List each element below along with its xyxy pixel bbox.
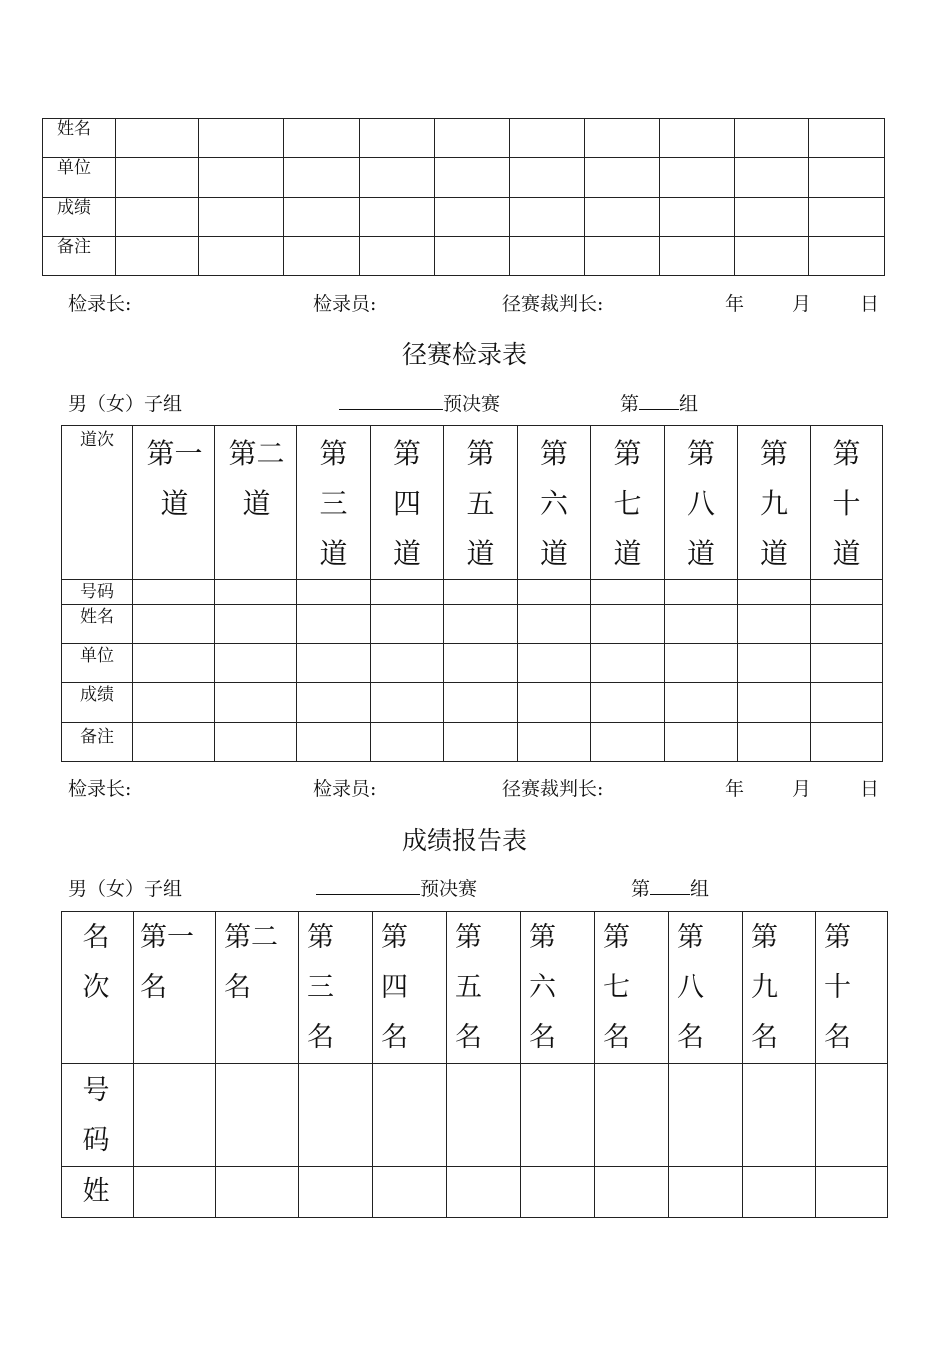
cell[interactable] xyxy=(735,158,809,198)
form1-table xyxy=(61,425,883,762)
cell[interactable] xyxy=(447,1167,521,1218)
lane-header: 第七道 xyxy=(591,426,665,580)
cell[interactable] xyxy=(591,580,665,605)
clerk-label: 检录员: xyxy=(313,293,377,315)
cell[interactable] xyxy=(284,198,360,237)
row-label-name: 姓名 xyxy=(43,119,116,158)
cell[interactable] xyxy=(811,580,883,605)
row-label-result: 成绩 xyxy=(43,198,116,237)
cell[interactable] xyxy=(134,1064,216,1167)
cell[interactable] xyxy=(297,580,371,605)
cell[interactable] xyxy=(665,723,738,762)
form1-group-no-field[interactable]: 第 组 xyxy=(620,393,699,415)
cell[interactable] xyxy=(809,237,885,276)
place-header: 第十名 xyxy=(816,912,888,1064)
place-header: 第一名 xyxy=(134,912,216,1064)
cell[interactable] xyxy=(216,1064,299,1167)
cell[interactable] xyxy=(669,1167,743,1218)
cell[interactable] xyxy=(360,237,435,276)
form1-title: 径赛检录表 xyxy=(402,340,528,369)
cell[interactable] xyxy=(743,1064,816,1167)
cell[interactable] xyxy=(435,237,510,276)
cell[interactable] xyxy=(510,119,585,158)
cell[interactable] xyxy=(518,605,591,644)
cell[interactable] xyxy=(116,198,199,237)
cell[interactable] xyxy=(215,723,297,762)
cell[interactable] xyxy=(811,683,883,723)
cell[interactable] xyxy=(591,605,665,644)
month-label: 月 xyxy=(792,778,812,800)
row-label-number: 号码 xyxy=(62,580,133,605)
cell[interactable] xyxy=(665,644,738,683)
cell[interactable] xyxy=(591,683,665,723)
cell[interactable] xyxy=(447,1064,521,1167)
cell[interactable] xyxy=(809,158,885,198)
cell[interactable] xyxy=(299,1167,373,1218)
cell[interactable] xyxy=(510,198,585,237)
cell[interactable] xyxy=(133,605,215,644)
cell[interactable] xyxy=(816,1167,888,1218)
row-label-number: 号码 xyxy=(62,1064,134,1167)
cell[interactable] xyxy=(371,683,444,723)
cell[interactable] xyxy=(297,644,371,683)
lane-header: 第五道 xyxy=(444,426,518,580)
cell[interactable] xyxy=(444,683,518,723)
cell[interactable] xyxy=(510,237,585,276)
cell[interactable] xyxy=(435,158,510,198)
cell[interactable] xyxy=(116,158,199,198)
cell[interactable] xyxy=(665,605,738,644)
cell[interactable] xyxy=(216,1167,299,1218)
cell[interactable] xyxy=(738,605,811,644)
row-label-unit: 单位 xyxy=(43,158,116,198)
cell[interactable] xyxy=(373,1064,447,1167)
form2-table xyxy=(61,911,888,1218)
cell[interactable] xyxy=(595,1064,669,1167)
cell[interactable] xyxy=(585,119,660,158)
lane-header: 第六道 xyxy=(518,426,591,580)
cell[interactable] xyxy=(660,119,735,158)
cell[interactable] xyxy=(215,683,297,723)
row-label-name: 姓名 xyxy=(62,605,133,644)
cell[interactable] xyxy=(199,119,284,158)
cell[interactable] xyxy=(811,605,883,644)
row-label-unit: 单位 xyxy=(62,644,133,683)
lane-header: 第一道 xyxy=(133,426,215,580)
clerk-label: 检录员: xyxy=(313,778,377,800)
form2-group-no-field[interactable]: 第 组 xyxy=(631,878,710,900)
cell[interactable] xyxy=(518,683,591,723)
day-label: 日 xyxy=(860,778,880,800)
form1-group: 男（女）子组 xyxy=(68,393,183,415)
cell[interactable] xyxy=(371,605,444,644)
cell[interactable] xyxy=(444,605,518,644)
cell[interactable] xyxy=(371,580,444,605)
cell[interactable] xyxy=(284,158,360,198)
cell[interactable] xyxy=(585,198,660,237)
row-label-result: 成绩 xyxy=(62,683,133,723)
cell[interactable] xyxy=(297,723,371,762)
lane-header: 第二道 xyxy=(215,426,297,580)
cell[interactable] xyxy=(591,723,665,762)
cell[interactable] xyxy=(134,1167,216,1218)
cell[interactable] xyxy=(284,237,360,276)
cell[interactable] xyxy=(665,580,738,605)
cell[interactable] xyxy=(816,1064,888,1167)
cell[interactable] xyxy=(735,119,809,158)
cell[interactable] xyxy=(284,119,360,158)
place-header: 第四名 xyxy=(373,912,447,1064)
cell[interactable] xyxy=(738,644,811,683)
cell[interactable] xyxy=(199,158,284,198)
form1-heat-field[interactable]: 预决赛 xyxy=(339,389,500,416)
cell[interactable] xyxy=(518,723,591,762)
cell[interactable] xyxy=(215,580,297,605)
row-label-remark: 备注 xyxy=(43,237,116,276)
cell[interactable] xyxy=(665,683,738,723)
lane-header: 第四道 xyxy=(371,426,444,580)
top-table xyxy=(42,118,885,276)
cell[interactable] xyxy=(809,119,885,158)
cell[interactable] xyxy=(735,198,809,237)
cell[interactable] xyxy=(297,683,371,723)
place-header: 第二名 xyxy=(216,912,299,1064)
cell[interactable] xyxy=(595,1167,669,1218)
place-header: 第九名 xyxy=(743,912,816,1064)
cell[interactable] xyxy=(360,119,435,158)
chief-label: 检录长: xyxy=(68,778,132,800)
cell[interactable] xyxy=(133,723,215,762)
year-label: 年 xyxy=(725,293,745,315)
cell[interactable] xyxy=(585,237,660,276)
chief-label: 检录长: xyxy=(68,293,132,315)
cell[interactable] xyxy=(660,237,735,276)
lane-header: 第十道 xyxy=(811,426,883,580)
form2-group: 男（女）子组 xyxy=(68,878,183,900)
cell[interactable] xyxy=(660,158,735,198)
row-label-name: 姓 xyxy=(62,1167,134,1218)
row-label-remark: 备注 xyxy=(62,723,133,762)
cell[interactable] xyxy=(669,1064,743,1167)
cell[interactable] xyxy=(738,723,811,762)
cell[interactable] xyxy=(444,580,518,605)
cell[interactable] xyxy=(738,580,811,605)
cell[interactable] xyxy=(521,1064,595,1167)
cell[interactable] xyxy=(371,644,444,683)
lane-header: 第三道 xyxy=(297,426,371,580)
cell[interactable] xyxy=(360,198,435,237)
referee-label: 径赛裁判长: xyxy=(502,778,604,800)
cell[interactable] xyxy=(743,1167,816,1218)
cell[interactable] xyxy=(435,119,510,158)
cell[interactable] xyxy=(297,605,371,644)
cell[interactable] xyxy=(521,1167,595,1218)
form2-corner: 名次 xyxy=(62,912,134,1064)
lane-header: 第八道 xyxy=(665,426,738,580)
cell[interactable] xyxy=(373,1167,447,1218)
cell[interactable] xyxy=(435,198,510,237)
cell[interactable] xyxy=(811,723,883,762)
form2-title: 成绩报告表 xyxy=(402,826,528,855)
form2-heat-field[interactable]: 预决赛 xyxy=(316,874,477,901)
place-header: 第五名 xyxy=(447,912,521,1064)
cell[interactable] xyxy=(735,237,809,276)
place-header: 第三名 xyxy=(299,912,373,1064)
cell[interactable] xyxy=(518,644,591,683)
cell[interactable] xyxy=(199,198,284,237)
cell[interactable] xyxy=(116,237,199,276)
cell[interactable] xyxy=(299,1064,373,1167)
referee-label: 径赛裁判长: xyxy=(502,293,604,315)
cell[interactable] xyxy=(133,644,215,683)
cell[interactable] xyxy=(811,644,883,683)
place-header: 第八名 xyxy=(669,912,743,1064)
cell[interactable] xyxy=(215,605,297,644)
cell[interactable] xyxy=(518,580,591,605)
month-label: 月 xyxy=(792,293,812,315)
day-label: 日 xyxy=(860,293,880,315)
place-header: 第七名 xyxy=(595,912,669,1064)
cell[interactable] xyxy=(591,644,665,683)
cell[interactable] xyxy=(199,237,284,276)
place-header: 第六名 xyxy=(521,912,595,1064)
cell[interactable] xyxy=(371,723,444,762)
cell[interactable] xyxy=(809,198,885,237)
cell[interactable] xyxy=(360,158,435,198)
cell[interactable] xyxy=(510,158,585,198)
year-label: 年 xyxy=(725,778,745,800)
lane-header: 第九道 xyxy=(738,426,811,580)
cell[interactable] xyxy=(444,723,518,762)
cell[interactable] xyxy=(133,683,215,723)
cell[interactable] xyxy=(116,119,199,158)
cell[interactable] xyxy=(738,683,811,723)
cell[interactable] xyxy=(133,580,215,605)
cell[interactable] xyxy=(660,198,735,237)
form1-corner: 道次 xyxy=(62,426,133,580)
cell[interactable] xyxy=(585,158,660,198)
cell[interactable] xyxy=(444,644,518,683)
cell[interactable] xyxy=(215,644,297,683)
